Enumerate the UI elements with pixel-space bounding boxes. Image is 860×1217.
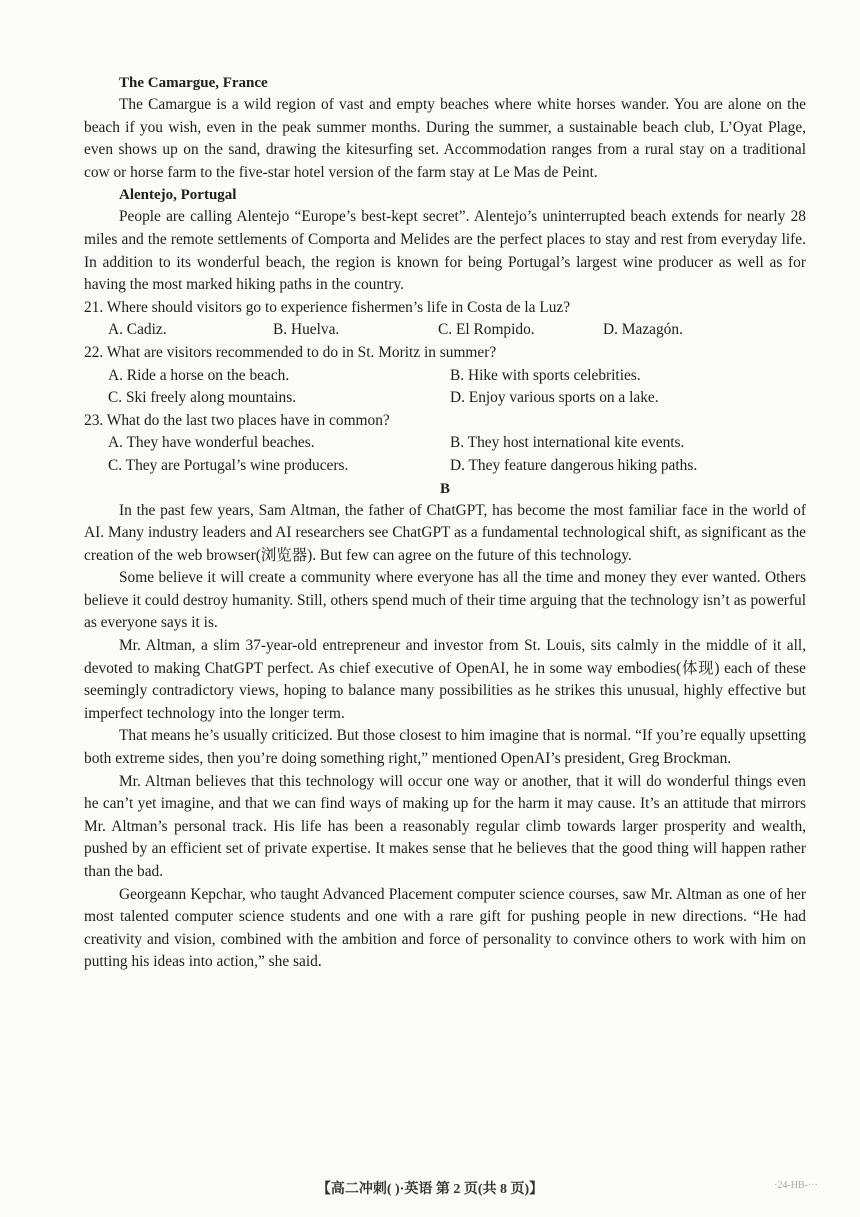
option-c: C. El Rompido. (438, 321, 535, 339)
option-a: A. They have wonderful beaches. (108, 434, 315, 452)
passage-paragraph: Some believe it will create a community where everyone has all the time and money they ever wanted. Others believe it could destroy humanity. Still, others spend much of their time arguing that the technology isn’t as powerful as everyone says it is. (84, 569, 806, 632)
page-footer: 【高二冲刺( )·英语 第 2 页(共 8 页)】 (316, 1182, 544, 1197)
question-stem: 21. Where should visitors go to experience fishermen’s life in Costa de la Luz? (84, 298, 571, 316)
question-options (108, 455, 806, 478)
passage-paragraph: That means he’s usually criticized. But those closest to him imagine that is normal. “If you’re equally upsetting both extreme sides, then you’re doing something right,” mentioned OpenAI’s president, Greg Brockman. (84, 727, 806, 768)
option-c: C. Ski freely along mountains. (108, 389, 297, 407)
option-b: B. Hike with sports celebrities. (450, 366, 641, 384)
question-options (108, 365, 806, 388)
section-b-title: B (439, 480, 450, 497)
option-b: B. They host international kite events. (450, 434, 685, 452)
camargue-heading: The Camargue, France (119, 75, 268, 91)
question-stem: 23. What do the last two places have in common? (84, 411, 390, 429)
question-options (108, 319, 806, 342)
option-c: C. They are Portugal’s wine producers. (108, 456, 349, 474)
page-content (84, 72, 806, 974)
passage-paragraph: Georgeann Kepchar, who taught Advanced Placement computer science courses, saw Mr. Altman as one of her most talented computer science students and one with a rare gift for pushing people in new directions. “He had creativity and vision, combined with the ambition and force of personality to convince others to work with him on putting his ideas into action,” she said. (84, 885, 806, 971)
footer-code: ·24-HB-··· (774, 1180, 818, 1191)
option-b: B. Huelva. (273, 321, 340, 339)
option-a: A. Ride a horse on the beach. (108, 366, 290, 384)
question-options (108, 432, 806, 455)
option-a: A. Cadiz. (108, 321, 167, 339)
camargue-paragraph: The Camargue is a wild region of vast and empty beaches where white horses wander. You are alone on the beach if you wish, even in the peak summer months. During the summer, a sustainable beach club, L’Oyat Plage, even shows up on the sand, drawing the kitesurfing set. Accommodation ranges from a rural stay on a traditional cow or horse farm to the five-star hotel version of the farm stay at Le Mas de Peint. (84, 96, 806, 181)
option-d: D. They feature dangerous hiking paths. (450, 456, 698, 474)
passage-paragraph: Mr. Altman, a slim 37-year-old entrepreneur and investor from St. Louis, sits calmly in the middle of it all, devoted to making ChatGPT perfect. As chief executive of OpenAI, he in some way embodies(体现) each of these seemingly contradictory views, hoping to balance many possibilities as he strikes this unusual, highly effective but imperfect technology into the longer term. (84, 637, 806, 722)
question-22 (84, 342, 806, 410)
passage-paragraph: Mr. Altman believes that this technology will occur one way or another, that it will do wonderful things even he can’t yet imagine, and that we can find ways of making up for the harm it may cause. It’s an attitude that mirrors Mr. Altman’s personal track. His life has been a reasonably regular climb towards larger prosperity and wealth, pushed by an efficient set of private expertise. It makes sense that he believes that the good thing will happen rather than the bad. (84, 772, 806, 880)
question-23 (84, 410, 806, 478)
question-21 (84, 297, 806, 342)
question-options (108, 387, 806, 410)
question-stem: 22. What are visitors recommended to do in St. Moritz in summer? (84, 343, 497, 361)
alentejo-heading: Alentejo, Portugal (119, 187, 237, 204)
option-d: D. Mazagón. (603, 321, 683, 339)
option-d: D. Enjoy various sports on a lake. (450, 389, 659, 407)
passage-paragraph: In the past few years, Sam Altman, the father of ChatGPT, has become the most familiar face in the world of AI. Many industry leaders and AI researchers see ChatGPT as a fundamental technological shift, as significant as the creation of the web browser(浏览器). But few can agree on the future of this technology. (84, 501, 806, 564)
alentejo-paragraph: People are calling Alentejo “Europe’s best-kept secret”. Alentejo’s uninterrupted beach extends for nearly 28 miles and the remote settlements of Comporta and Melides are the perfect places to stay and rest from everyday life. In addition to its wonderful beach, the region is known for being Portugal’s largest wine producer as well as for having the most marked hiking paths in the country. (84, 208, 806, 294)
